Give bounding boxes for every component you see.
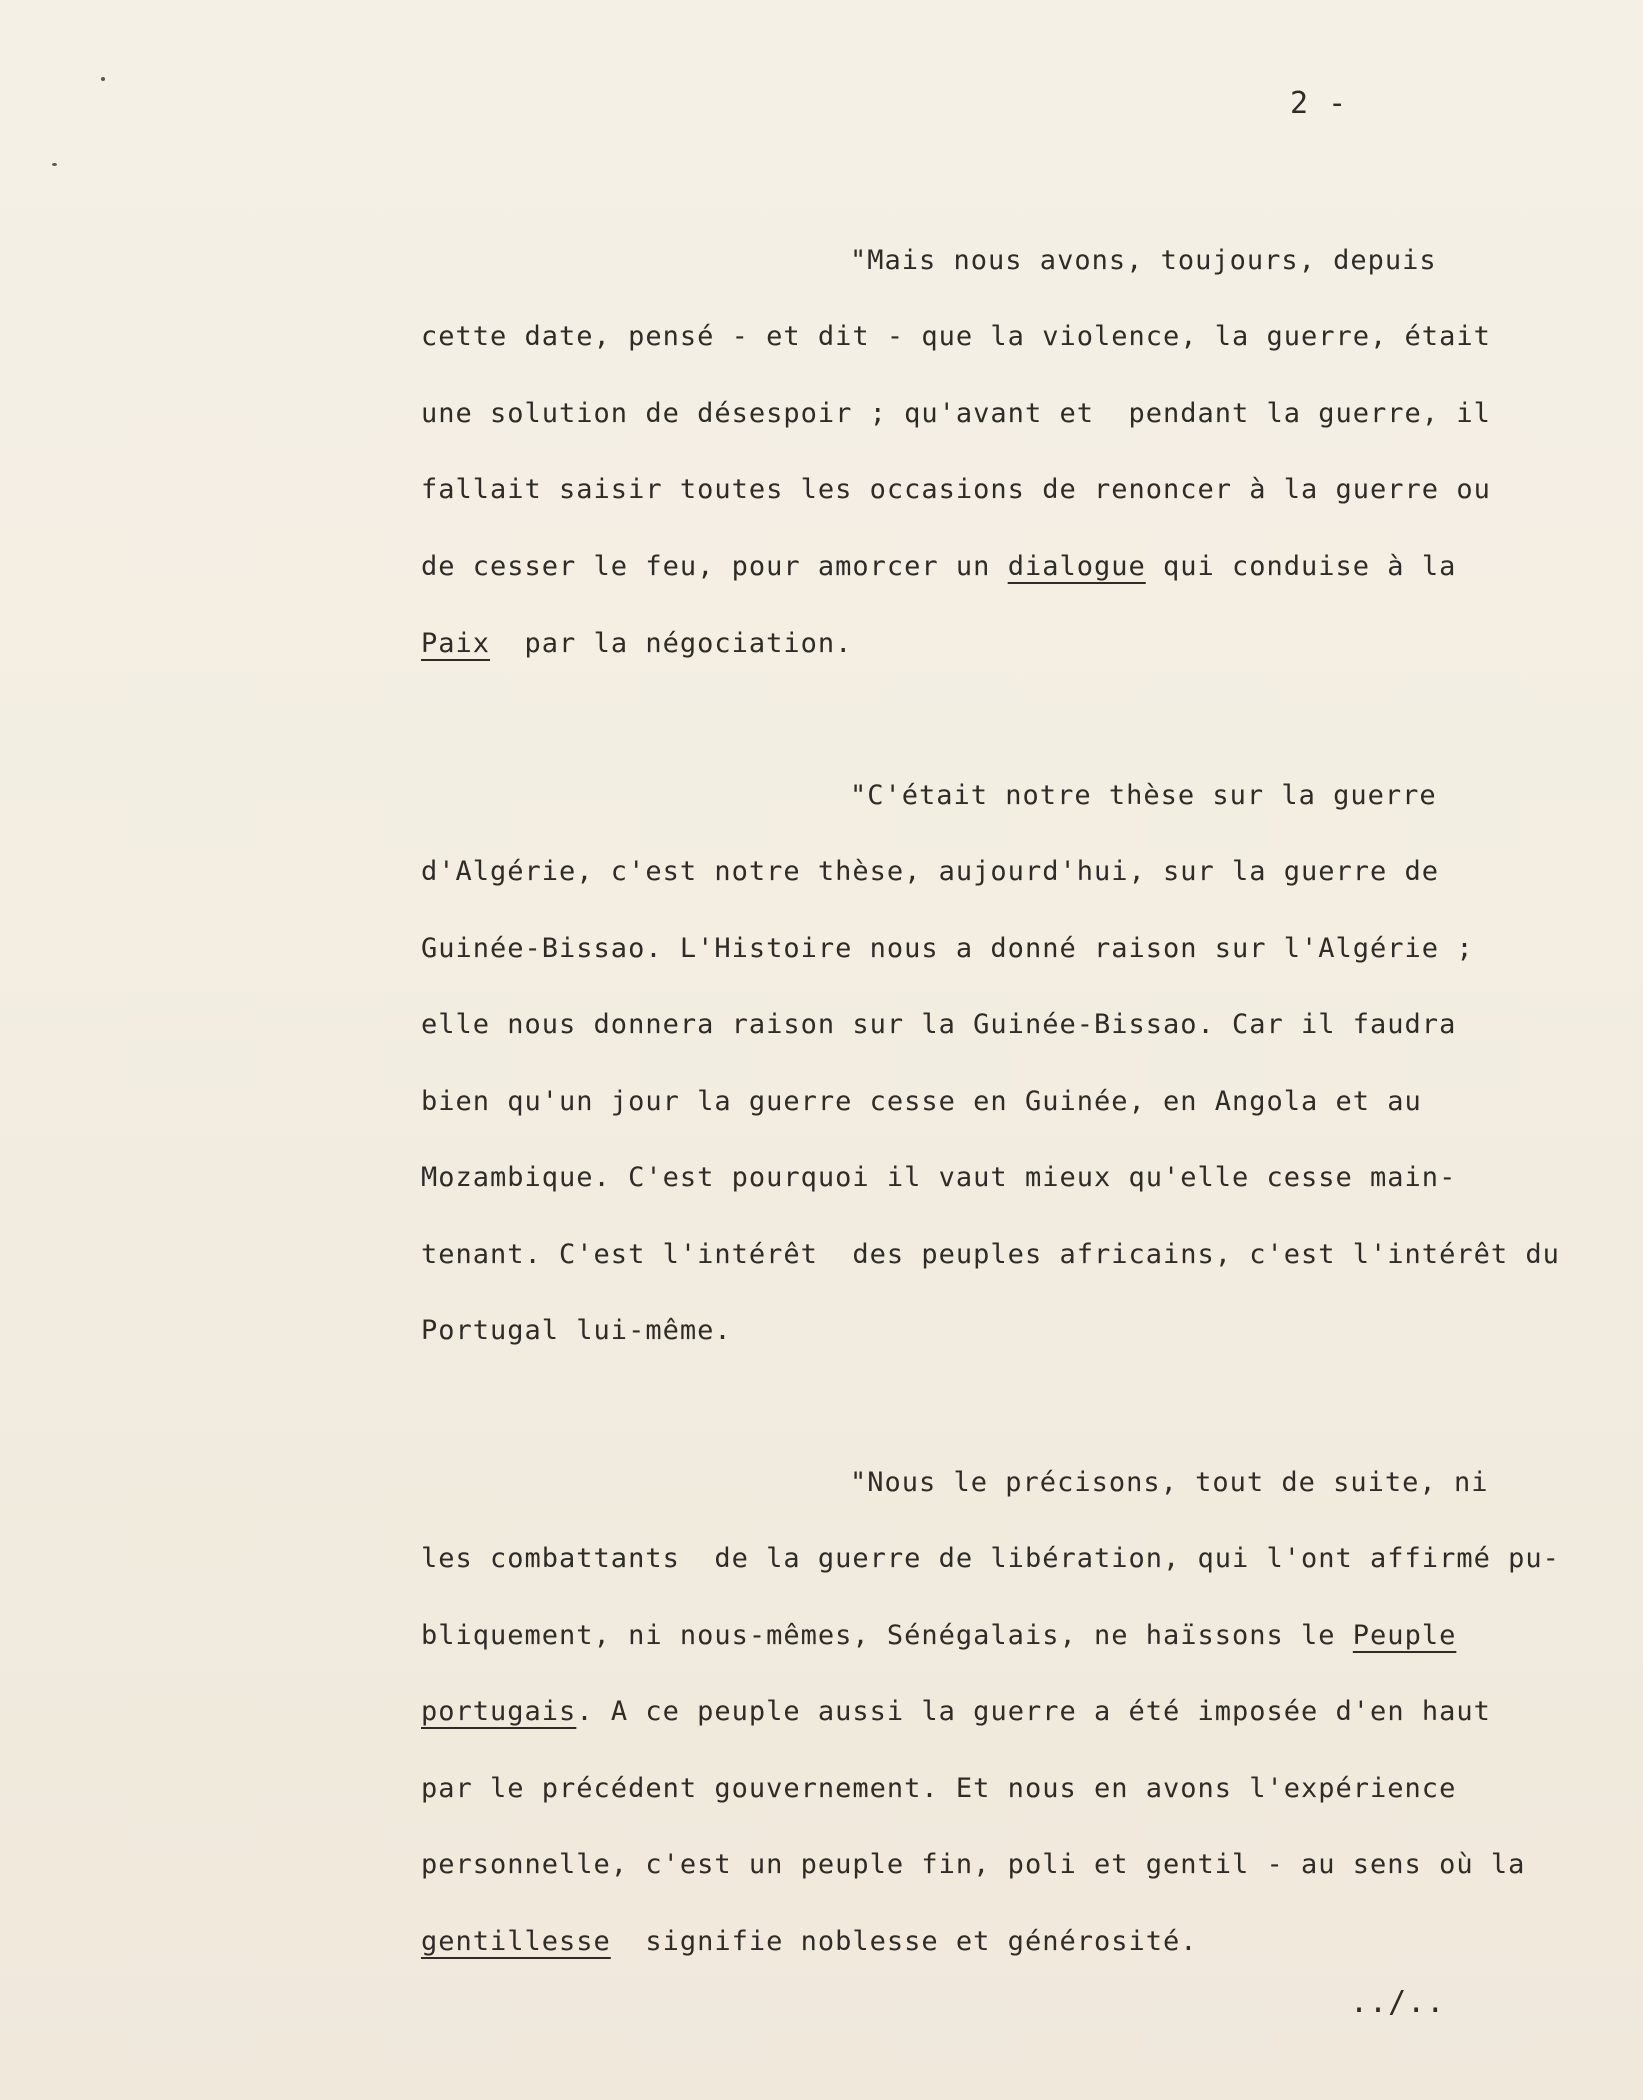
text-segment: cette date, pensé - et dit - que la violence, la guerre, était [421, 321, 1491, 352]
continuation-mark: ../.. [1350, 1985, 1446, 2020]
text-segment: personnelle, c'est un peuple fin, poli et gentil - au sens où la [421, 1849, 1526, 1880]
paragraph-2-line-1 [850, 778, 1437, 814]
paragraph-3-line-6 [421, 1847, 1525, 1883]
text-segment: bien qu'un jour la guerre cesse en Guinée, en Angola et au [421, 1086, 1422, 1117]
paragraph-1-line-6 [421, 626, 852, 662]
text-segment: de cesser le feu, pour amorcer un [421, 551, 1008, 582]
page-number: 2 - [1290, 86, 1348, 121]
text-segment: les combattants de la guerre de libération, qui l'ont affirmé pu- [421, 1543, 1560, 1574]
underlined-word-gentillesse: gentillesse [421, 1926, 611, 1957]
paragraph-3-line-7 [421, 1924, 1198, 1960]
paragraph-1-line-5 [421, 549, 1456, 585]
text-segment: Mozambique. C'est pourquoi il vaut mieux qu'elle cesse main- [421, 1162, 1457, 1193]
text-segment: par la négociation. [490, 628, 853, 659]
text-segment: tenant. C'est l'intérêt des peuples africains, c'est l'intérêt du [421, 1239, 1560, 1270]
paragraph-2-line-2 [421, 854, 1439, 890]
paragraph-1-line-3 [421, 396, 1491, 432]
paragraph-3-line-3 [421, 1618, 1456, 1654]
underlined-word-paix: Paix [421, 628, 491, 659]
text-segment: par le précédent gouvernement. Et nous en avons l'expérience [421, 1773, 1457, 1804]
text-segment: "Nous le précisons, tout de suite, ni [850, 1467, 1489, 1498]
text-segment: qui conduise à la [1145, 551, 1457, 582]
text-segment: une solution de désespoir ; qu'avant et pendant la guerre, il [421, 398, 1491, 429]
paragraph-2-line-5 [421, 1084, 1422, 1120]
paragraph-2-line-6 [421, 1160, 1456, 1196]
underlined-word-portugais: portugais [421, 1696, 577, 1727]
text-segment: bliquement, ni nous-mêmes, Sénégalais, ne haïssons le [421, 1620, 1353, 1651]
text-segment: Portugal lui-même. [421, 1315, 732, 1346]
paragraph-1-line-4 [421, 472, 1491, 508]
paragraph-2-line-4 [421, 1007, 1456, 1043]
text-segment: Guinée-Bissao. L'Histoire nous a donné raison sur l'Algérie ; [421, 933, 1474, 964]
paper-speck [52, 163, 57, 166]
underlined-word-dialogue: dialogue [1007, 551, 1146, 582]
text-segment: "C'était notre thèse sur la guerre [850, 780, 1437, 811]
text-segment: d'Algérie, c'est notre thèse, aujourd'hui, sur la guerre de [421, 856, 1440, 887]
text-segment: fallait saisir toutes les occasions de renoncer à la guerre ou [421, 474, 1491, 505]
paragraph-3-line-5 [421, 1771, 1456, 1807]
text-segment: "Mais nous avons, toujours, depuis [850, 245, 1437, 276]
paragraph-2-line-7 [421, 1237, 1560, 1273]
text-segment: . A ce peuple aussi la guerre a été imposée d'en haut [576, 1696, 1491, 1727]
paragraph-3-line-4 [421, 1694, 1491, 1730]
paragraph-1-line-1 [850, 243, 1437, 279]
text-segment: elle nous donnera raison sur la Guinée-Bissao. Car il faudra [421, 1009, 1457, 1040]
paragraph-2-line-3 [421, 931, 1474, 967]
paragraph-2-line-8 [421, 1313, 732, 1349]
paragraph-3-line-2 [421, 1541, 1560, 1577]
paragraph-3-line-1 [850, 1465, 1488, 1501]
text-segment: signifie noblesse et générosité. [610, 1926, 1198, 1957]
underlined-word-peuple: Peuple [1352, 1620, 1457, 1651]
paragraph-1-line-2 [421, 319, 1491, 355]
paper-speck [101, 77, 105, 81]
